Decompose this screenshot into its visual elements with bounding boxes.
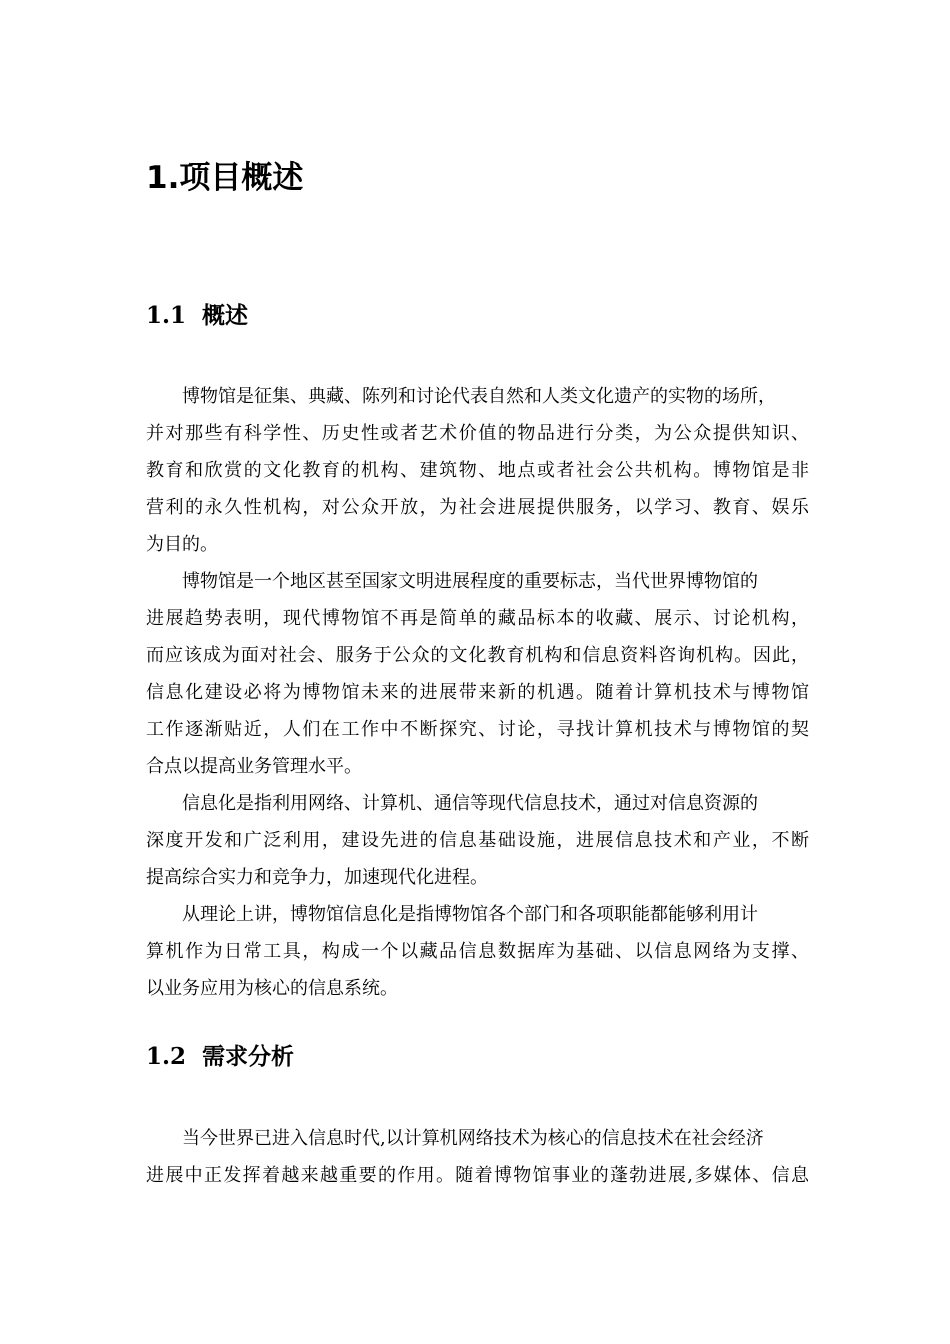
paragraph-line: 并对那些有科学性、历史性或者艺术价值的物品进行分类，为公众提供知识、	[146, 423, 809, 444]
paragraph-line: 信息化建设必将为博物馆未来的进展带来新的机遇。随着计算机技术与博物馆	[146, 682, 809, 703]
paragraph-line: 为目的。	[146, 534, 218, 555]
paragraph-line: 进展中正发挥着越来越重要的作用。随着博物馆事业的蓬勃进展,多媒体、信息	[146, 1165, 809, 1186]
paragraph-line: 算机作为日常工具，构成一个以藏品信息数据库为基础、以信息网络为支撑、	[146, 941, 809, 962]
section-heading-1-2	[146, 1042, 294, 1072]
paragraph-line: 提高综合实力和竞争力，加速现代化进程。	[146, 867, 488, 888]
paragraph-line: 博物馆是一个地区甚至国家文明进展程度的重要标志，当代世界博物馆的	[182, 571, 758, 592]
paragraph-line: 营利的永久性机构，对公众开放，为社会进展提供服务，以学习、教育、娱乐	[146, 497, 809, 518]
chapter-title: 1.项目概述	[146, 160, 304, 196]
paragraph-line: 合点以提高业务管理水平。	[146, 756, 362, 777]
paragraph-line: 教育和欣赏的文化教育的机构、建筑物、地点或者社会公共机构。博物馆是非	[146, 460, 809, 481]
section-title: 需求分析	[202, 1044, 295, 1070]
section-number: 1.1	[146, 302, 187, 329]
section-heading-1-1	[146, 301, 248, 331]
paragraph-line: 深度开发和广泛利用，建设先进的信息基础设施，进展信息技术和产业，不断	[146, 830, 809, 851]
section-1-2-body	[146, 1120, 809, 1194]
paragraph-line: 进展趋势表明，现代博物馆不再是简单的藏品标本的收藏、展示、讨论机构，	[146, 608, 809, 629]
paragraph-line: 工作逐渐贴近，人们在工作中不断探究、讨论，寻找计算机技术与博物馆的契	[146, 719, 809, 740]
paragraph-line: 而应该成为面对社会、服务于公众的文化教育机构和信息资料咨询机构。因此，	[146, 645, 809, 666]
paragraph-line: 博物馆是征集、典藏、陈列和讨论代表自然和人类文化遗产的实物的场所，	[182, 386, 776, 407]
paragraph-line: 当今世界已进入信息时代,以计算机网络技术为核心的信息技术在社会经济	[182, 1128, 764, 1149]
section-number: 1.2	[146, 1043, 187, 1070]
paragraph-line: 以业务应用为核心的信息系统。	[146, 978, 398, 999]
section-title: 概述	[202, 303, 249, 329]
section-1-1-body	[146, 378, 809, 1007]
paragraph-line: 信息化是指利用网络、计算机、通信等现代信息技术，通过对信息资源的	[182, 793, 758, 814]
paragraph-line: 从理论上讲，博物馆信息化是指博物馆各个部门和各项职能都能够利用计	[182, 904, 758, 925]
